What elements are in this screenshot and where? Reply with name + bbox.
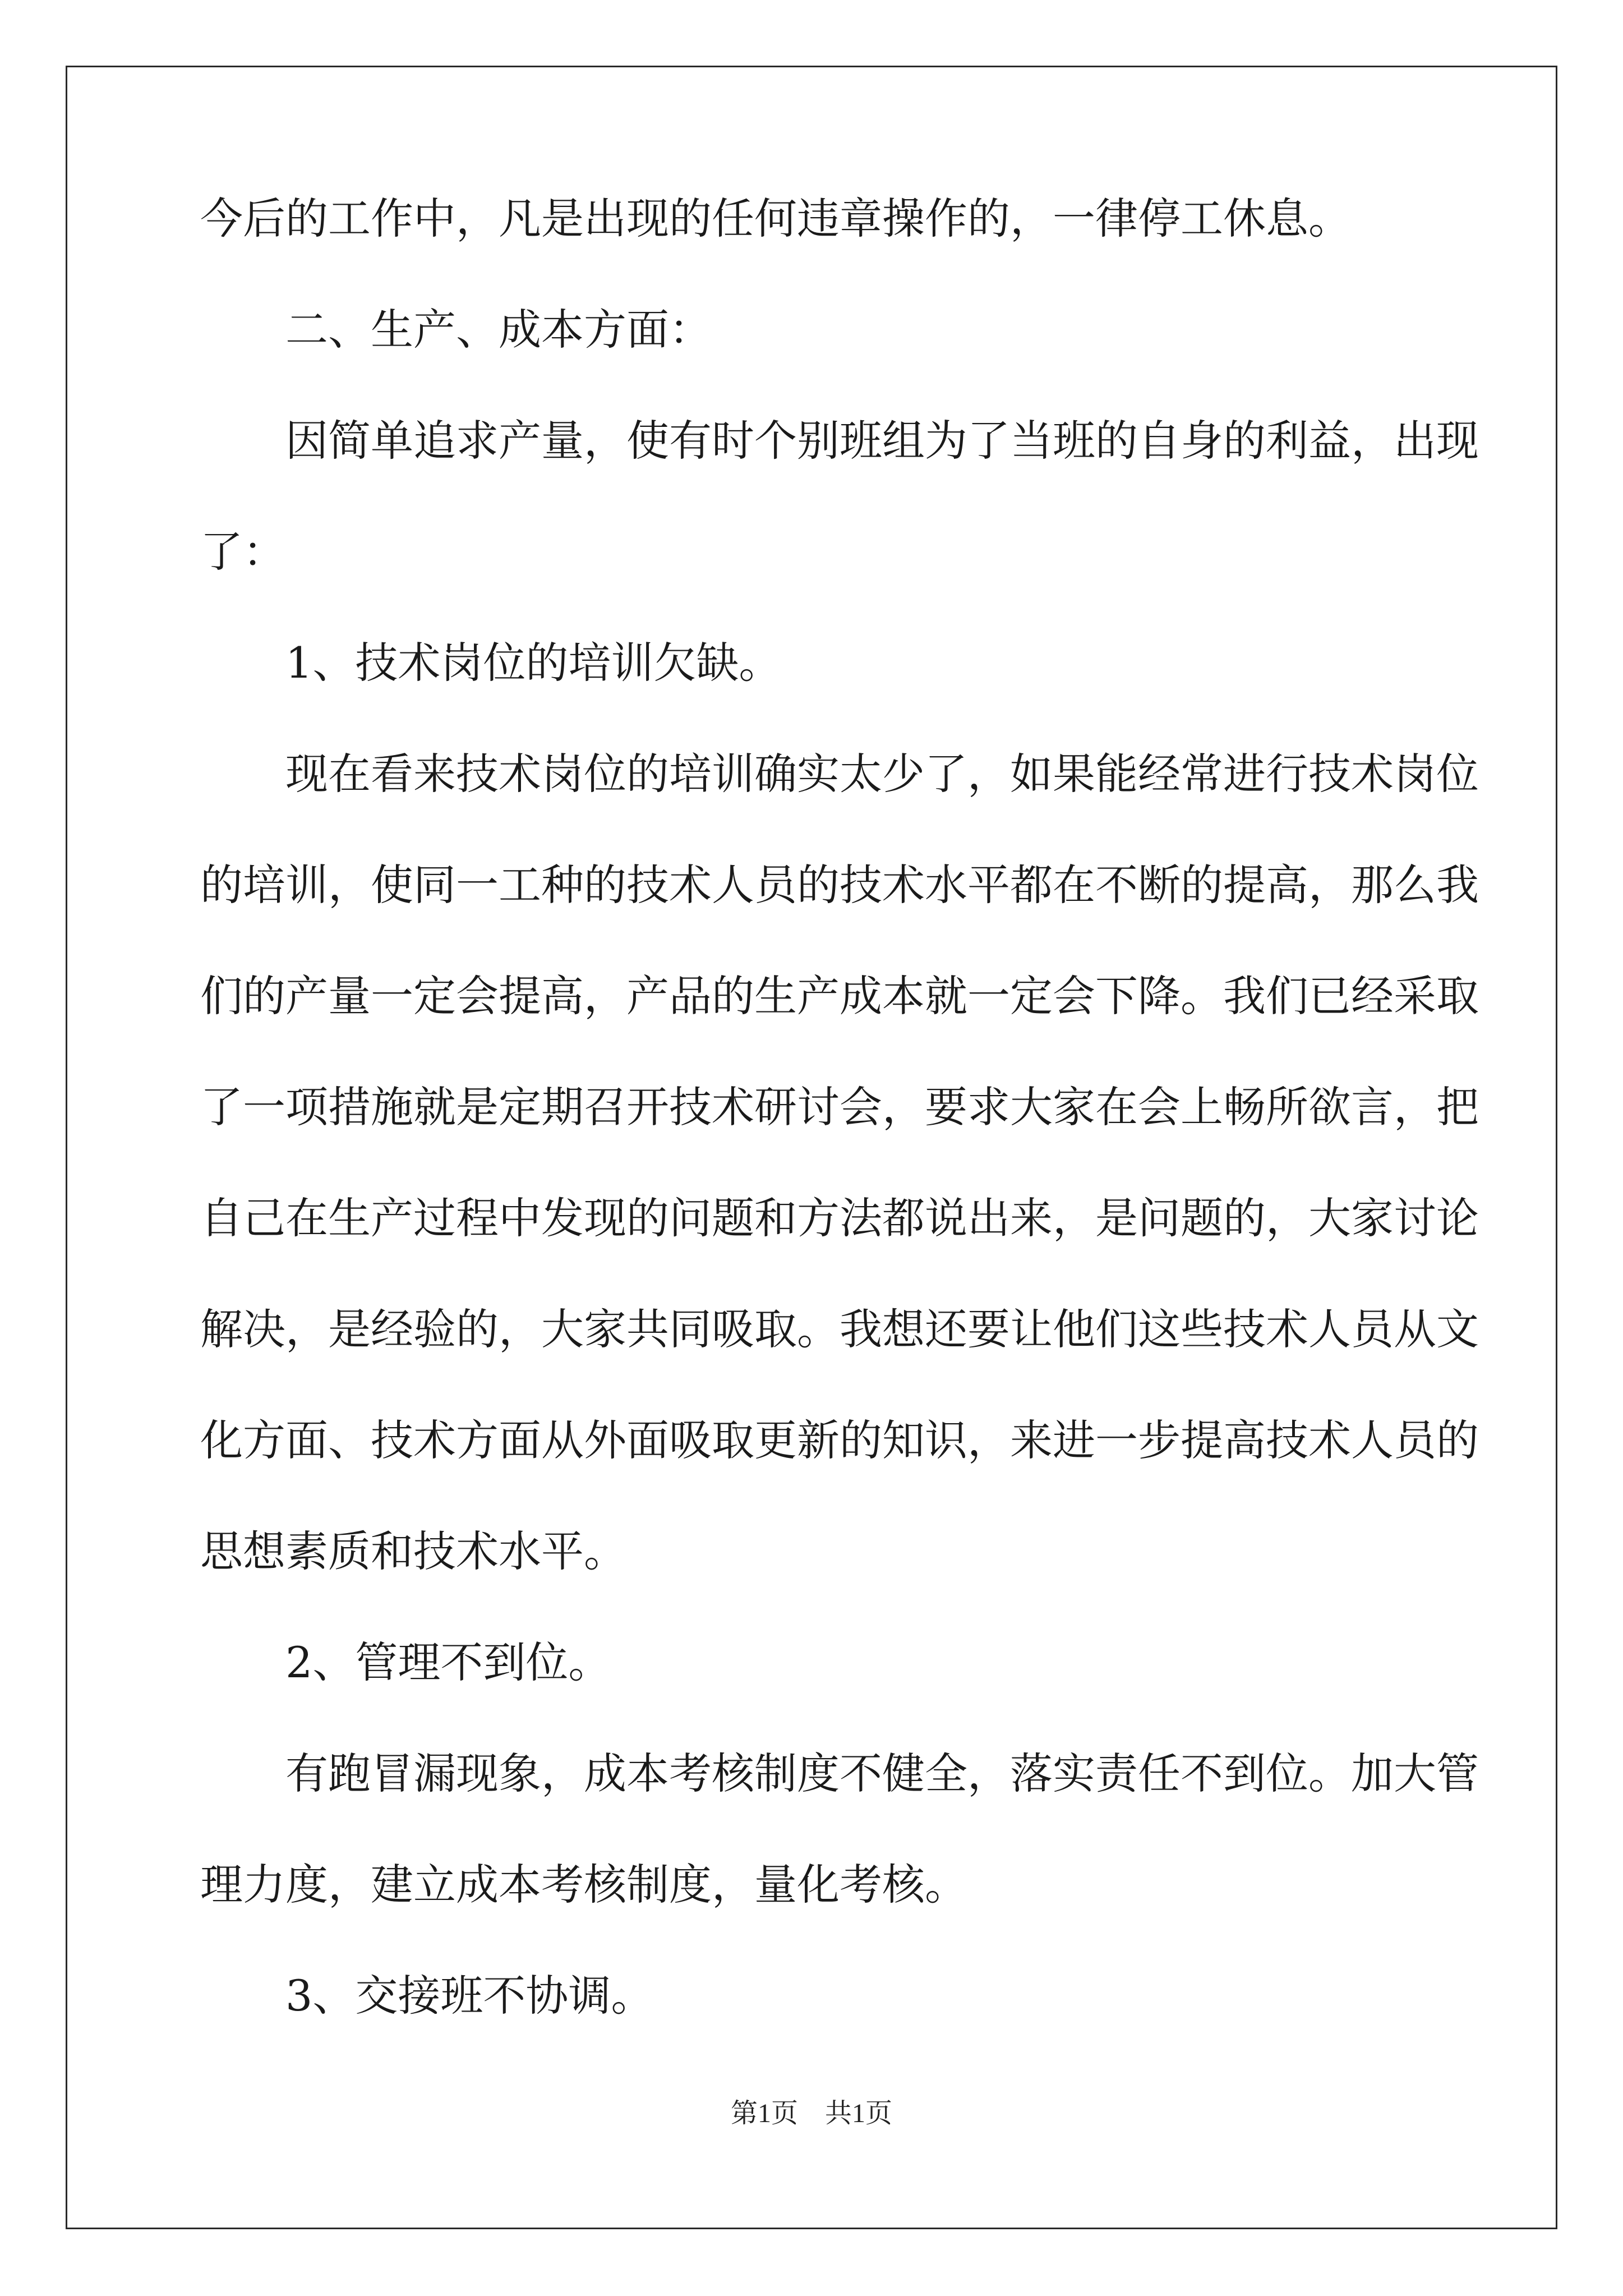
text-line: 化方面、技术方面从外面吸取更新的知识，来进一步提高技术人员的 (200, 1415, 1479, 1465)
text-line: 今后的工作中，凡是出现的任何违章操作的，一律停工休息。 (200, 194, 1351, 243)
list-item-heading: 2、管理不到位。 (285, 1637, 611, 1687)
section-heading: 二、生产、成本方面： (285, 305, 712, 355)
text-line: 自己在生产过程中发现的问题和方法都说出来，是问题的，大家讨论 (200, 1193, 1479, 1243)
text-line: 理力度，建立成本考核制度，量化考核。 (200, 1860, 967, 1910)
text-line: 思想素质和技术水平。 (200, 1526, 626, 1576)
text-line: 现在看来技术岗位的培训确实太少了，如果能经常进行技术岗位 (285, 749, 1479, 799)
text-line: 因简单追求产量，使有时个别班组为了当班的自身的利益，出现 (285, 416, 1479, 466)
text-line: 们的产量一定会提高，产品的生产成本就一定会下降。我们已经采取 (200, 971, 1479, 1021)
list-item-heading: 1、技术岗位的培训欠缺。 (285, 638, 782, 688)
text-line: 有跑冒漏现象，成本考核制度不健全，落实责任不到位。加大管 (285, 1749, 1479, 1798)
text-line: 解决，是经验的，大家共同吸取。我想还要让他们这些技术人员从文 (200, 1304, 1479, 1354)
text-line: 了一项措施就是定期召开技术研讨会，要求大家在会上畅所欲言，把 (200, 1082, 1479, 1132)
list-item-heading: 3、交接班不协调。 (285, 1971, 654, 2021)
text-line: 了： (200, 527, 285, 577)
page-number-footer: 第1页 共1页 (730, 2099, 892, 2128)
text-line: 的培训，使同一工种的技术人员的技术水平都在不断的提高，那么我 (200, 860, 1479, 910)
